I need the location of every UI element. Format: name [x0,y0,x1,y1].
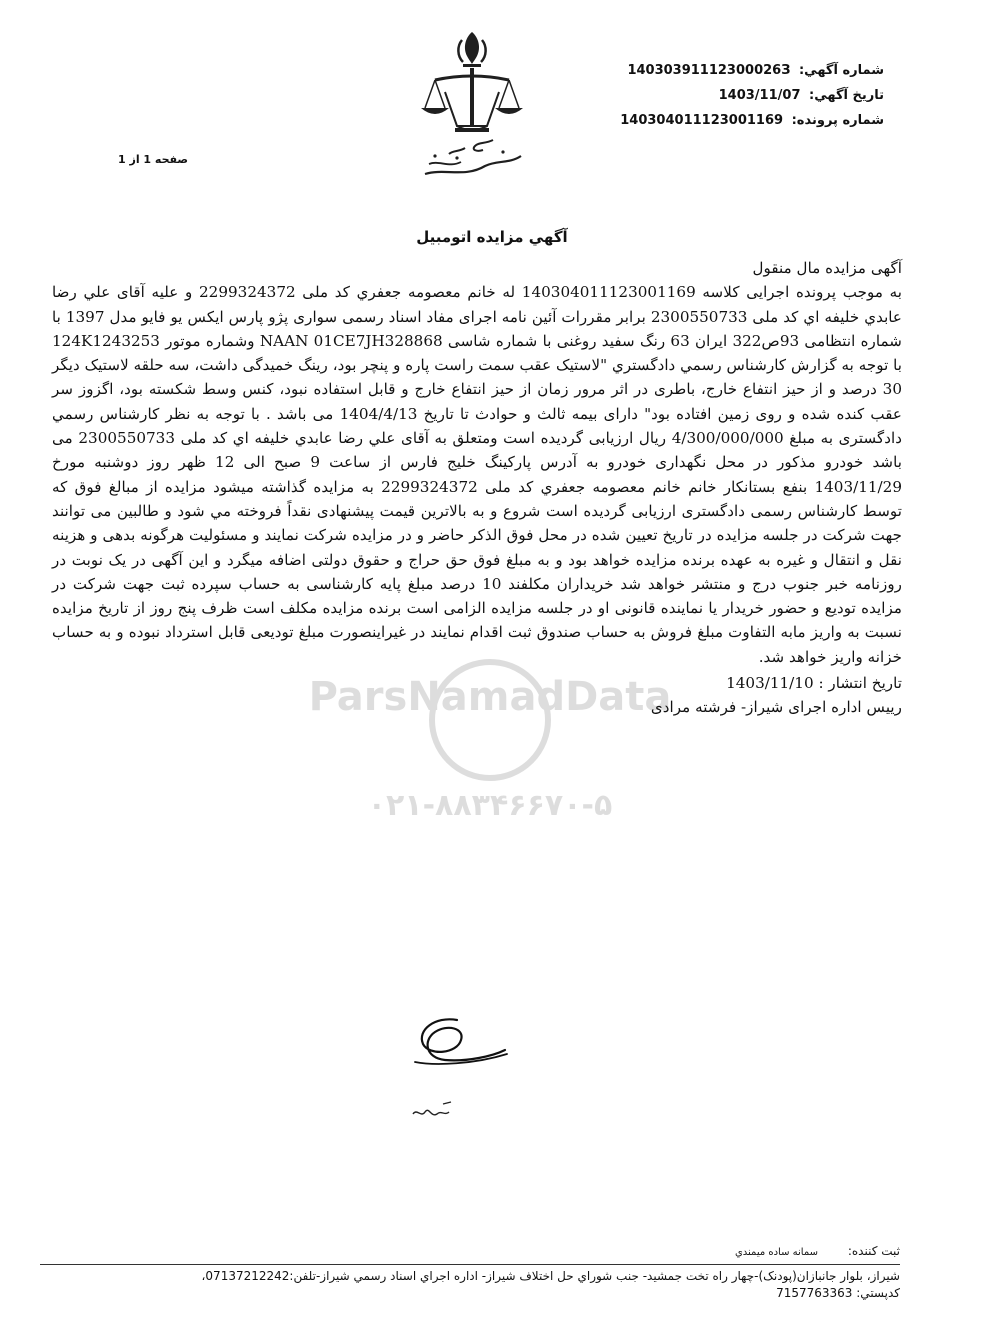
footer-address [40,1268,900,1302]
body-paragraph: به موجب پرونده اجرایی کلاسه 140304011123001169 له خانم معصومه جعفري کد ملی 2299324372 و علیه آقای علي رضا عابدي خليفه اي کد ملی 2300550733 برابر مقررات آئین نامه اجرای مفاد اسناد رسمی سواری پژو پارس ایکس یو فایو مدل 1397 با شماره انتظامی 93ص322 ایران 63 رنگ سفید روغنی با شماره شاسی NAAN 01CE7JH328868 وشماره موتور 124K1243253 با توجه به گزارش کارشناس رسمي دادگستري "لاستیک عقب سمت راست پاره و پنچر بود، رینگ خمیدگی داشت، سه حلقه لاستیک دیگر 30 درصد و از حیز انتفاع خارج، باطری در اثر مرور زمان از حیز انتفاع خارج و قابل استفاده نبود، کنس وسط شکسته بود، اگزوز سر عقب کنده شده و روی زمین افتاده بود" دارای بیمه ثالث و حوادث تا تاریخ 1404/4/13 می باشد . با توجه به نظر کارشناس رسمي دادگستری به مبلغ 4/300/000/000 ريال ارزيابی گرديده است ومتعلق به آقای علي رضا عابدي خليفه اي کد ملی 2300550733 می باشد خودرو مذکور در محل نگهداری خودرو به آدرس پارکینگ خلیج فارس از ساعت 9 صبح الی 12 ظهر روز دوشنبه مورخ 1403/11/29 بنفع بستانکار خانم خانم معصومه جعفري کد ملی 2299324372 به مزایده گذاشته میشود مزایده از مبالغ فوق که توسط کارشناس رسمی دادگستری ارزیابی گردیده است شروع و به بالاترین قیمت پیشنهادی نقداً فروخته مي شود و طالبین می توانند جهت شرکت در جلسه مزایده در تاریخ تعیین شده در محل فوق الذکر حاضر و در مزایده شرکت نمایند و مسئولیت هرگونه بدهی و هزینه نقل و انتقال و غیره به عهده برنده مزایده خواهد بود و به مبلغ فوق حق حراج و حقوق دولتی اضافه میگرد و این آگهی در یک نوبت در روزنامه خبر جنوب درج و منتشر خواهد شد خریداران مکلفند 10 درصد مبلغ پایه کارشناسی به حساب سپرده ثبت جهت شرکت در مزایده تودیع و حضور خریدار یا نماینده قانونی او در جلسه مزایده الزامی است برنده مزایده مکلف است ظرف پنج روز از تاریخ مزایده نسبت به واریز مابه التفاوت مبلغ فروش به حساب صندوق ثبت اقدام نمایند در غیراینصورت مبلغ تودیعی قابل استرداد نبوده و به حساب خزانه واریز خواهد شد. [52,283,903,666]
watermark-phone: ۰۲۱-۸۸۳۴۶۶۷۰-۵ [367,788,613,823]
handwritten-signature [395,1010,515,1130]
registrar-system: سمانه ساده میمندي [734,1247,819,1258]
page-number: صفحه 1 از 1 [118,153,189,166]
notice-body [52,256,902,720]
footer-divider [40,1264,900,1265]
notice-date-row [584,83,884,108]
case-number-row [584,108,884,133]
registrar-row [735,1244,900,1258]
address-line: شیراز، بلوار جانبازان(پودنک)-چهار راه تخت جمشید- جنب شوراي حل اختلاف شیراز- اداره اجراي اسناد رسمي شیراز-تلفن:07137212242، [201,1269,900,1283]
notice-number-label: شماره آگهي: [798,63,884,78]
watermark-brand: ParsNamadData [308,674,672,720]
case-number-value: 140304011123001169 [620,113,784,128]
document-title: آگهي مزايده اتومبيل [416,228,568,246]
signer-line: رييس اداره اجرای شیراز- فرشته مرادی [650,698,902,717]
case-number-label: شماره پرونده: [791,113,884,128]
notice-date-value: 1403/11/07 [718,88,801,103]
notice-number-value: 14030391112300026З [627,63,791,78]
body-heading: آگهی مزایده مال منقول [752,259,902,277]
registrar-label: ثبت کننده: [847,1244,900,1258]
signoff-block [52,671,902,720]
judiciary-emblem-logo [405,28,540,183]
notice-header-info [584,58,884,133]
postal-code-line: کدپستي: 7157763363 [776,1286,900,1300]
publish-date: تاريخ انتشار : 1403/11/10 [726,674,902,693]
notice-date-label: تاريخ آگهي: [809,88,884,103]
notice-number-row [584,58,884,83]
